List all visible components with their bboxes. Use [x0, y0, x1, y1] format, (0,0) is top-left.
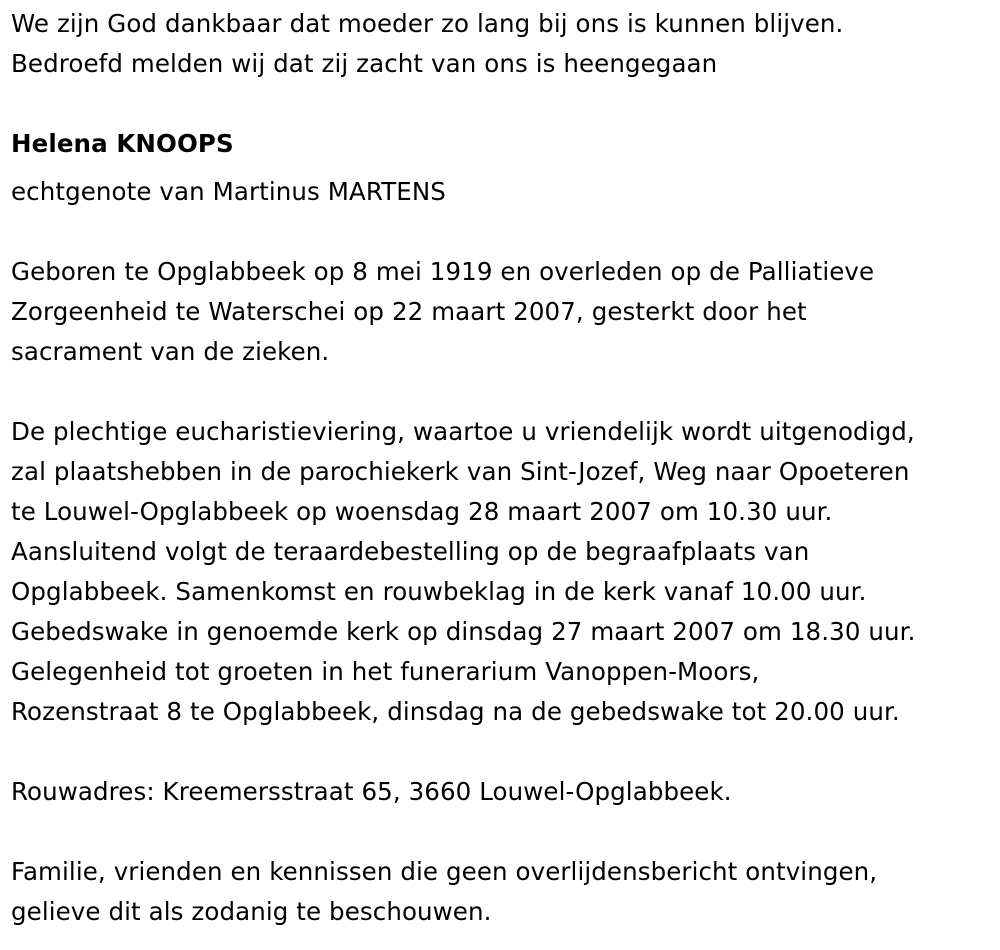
spacer — [11, 84, 996, 124]
ceremony-line: Gebedswake in genoemde kerk op dinsdag 27 maart 2007 om 18.30 uur. — [11, 617, 916, 646]
ceremony-line: Opglabbeek. Samenkomst en rouwbeklag in de kerk vanaf 10.00 uur. — [11, 577, 867, 606]
ceremony-line: te Louwel-Opglabbeek op woensdag 28 maart 2007 om 10.30 uur. — [11, 497, 833, 526]
address-line: Rouwadres: Kreemersstraat 65, 3660 Louwel-Opglabbeek. — [11, 777, 732, 806]
intro-line: Bedroefd melden wij dat zij zacht van ons is heengegaan — [11, 49, 718, 78]
intro-paragraph — [11, 4, 996, 84]
birth-death-line: sacrament van de zieken. — [11, 337, 330, 366]
spacer — [11, 812, 996, 852]
obituary-document — [11, 4, 996, 932]
ceremony-line: Rozenstraat 8 te Opglabbeek, dinsdag na de gebedswake tot 20.00 uur. — [11, 697, 900, 726]
closing-line: gelieve dit als zodanig te beschouwen. — [11, 897, 492, 926]
spouse-line: echtgenote van Martinus MARTENS — [11, 177, 446, 206]
ceremony-paragraph — [11, 412, 996, 732]
birth-death-line: Geboren te Opglabbeek op 8 mei 1919 en overleden op de Palliatieve — [11, 257, 875, 286]
ceremony-line: De plechtige eucharistieviering, waartoe u vriendelijk wordt uitgenodigd, — [11, 417, 915, 446]
ceremony-line: zal plaatshebben in de parochiekerk van Sint-Jozef, Weg naar Opoeteren — [11, 457, 910, 486]
birth-death-paragraph — [11, 252, 996, 372]
closing-paragraph — [11, 852, 996, 932]
spacer — [11, 732, 996, 772]
spacer — [11, 372, 996, 412]
deceased-name: Helena KNOOPS — [11, 129, 234, 158]
ceremony-line: Gelegenheid tot groeten in het funerarium Vanoppen-Moors, — [11, 657, 760, 686]
ceremony-line: Aansluitend volgt de teraardebestelling op de begraafplaats van — [11, 537, 810, 566]
intro-line: We zijn God dankbaar dat moeder zo lang bij ons is kunnen blijven. — [11, 9, 844, 38]
spacer — [11, 212, 996, 252]
closing-line: Familie, vrienden en kennissen die geen overlijdensbericht ontvingen, — [11, 857, 878, 886]
birth-death-line: Zorgeenheid te Waterschei op 22 maart 2007, gesterkt door het — [11, 297, 807, 326]
